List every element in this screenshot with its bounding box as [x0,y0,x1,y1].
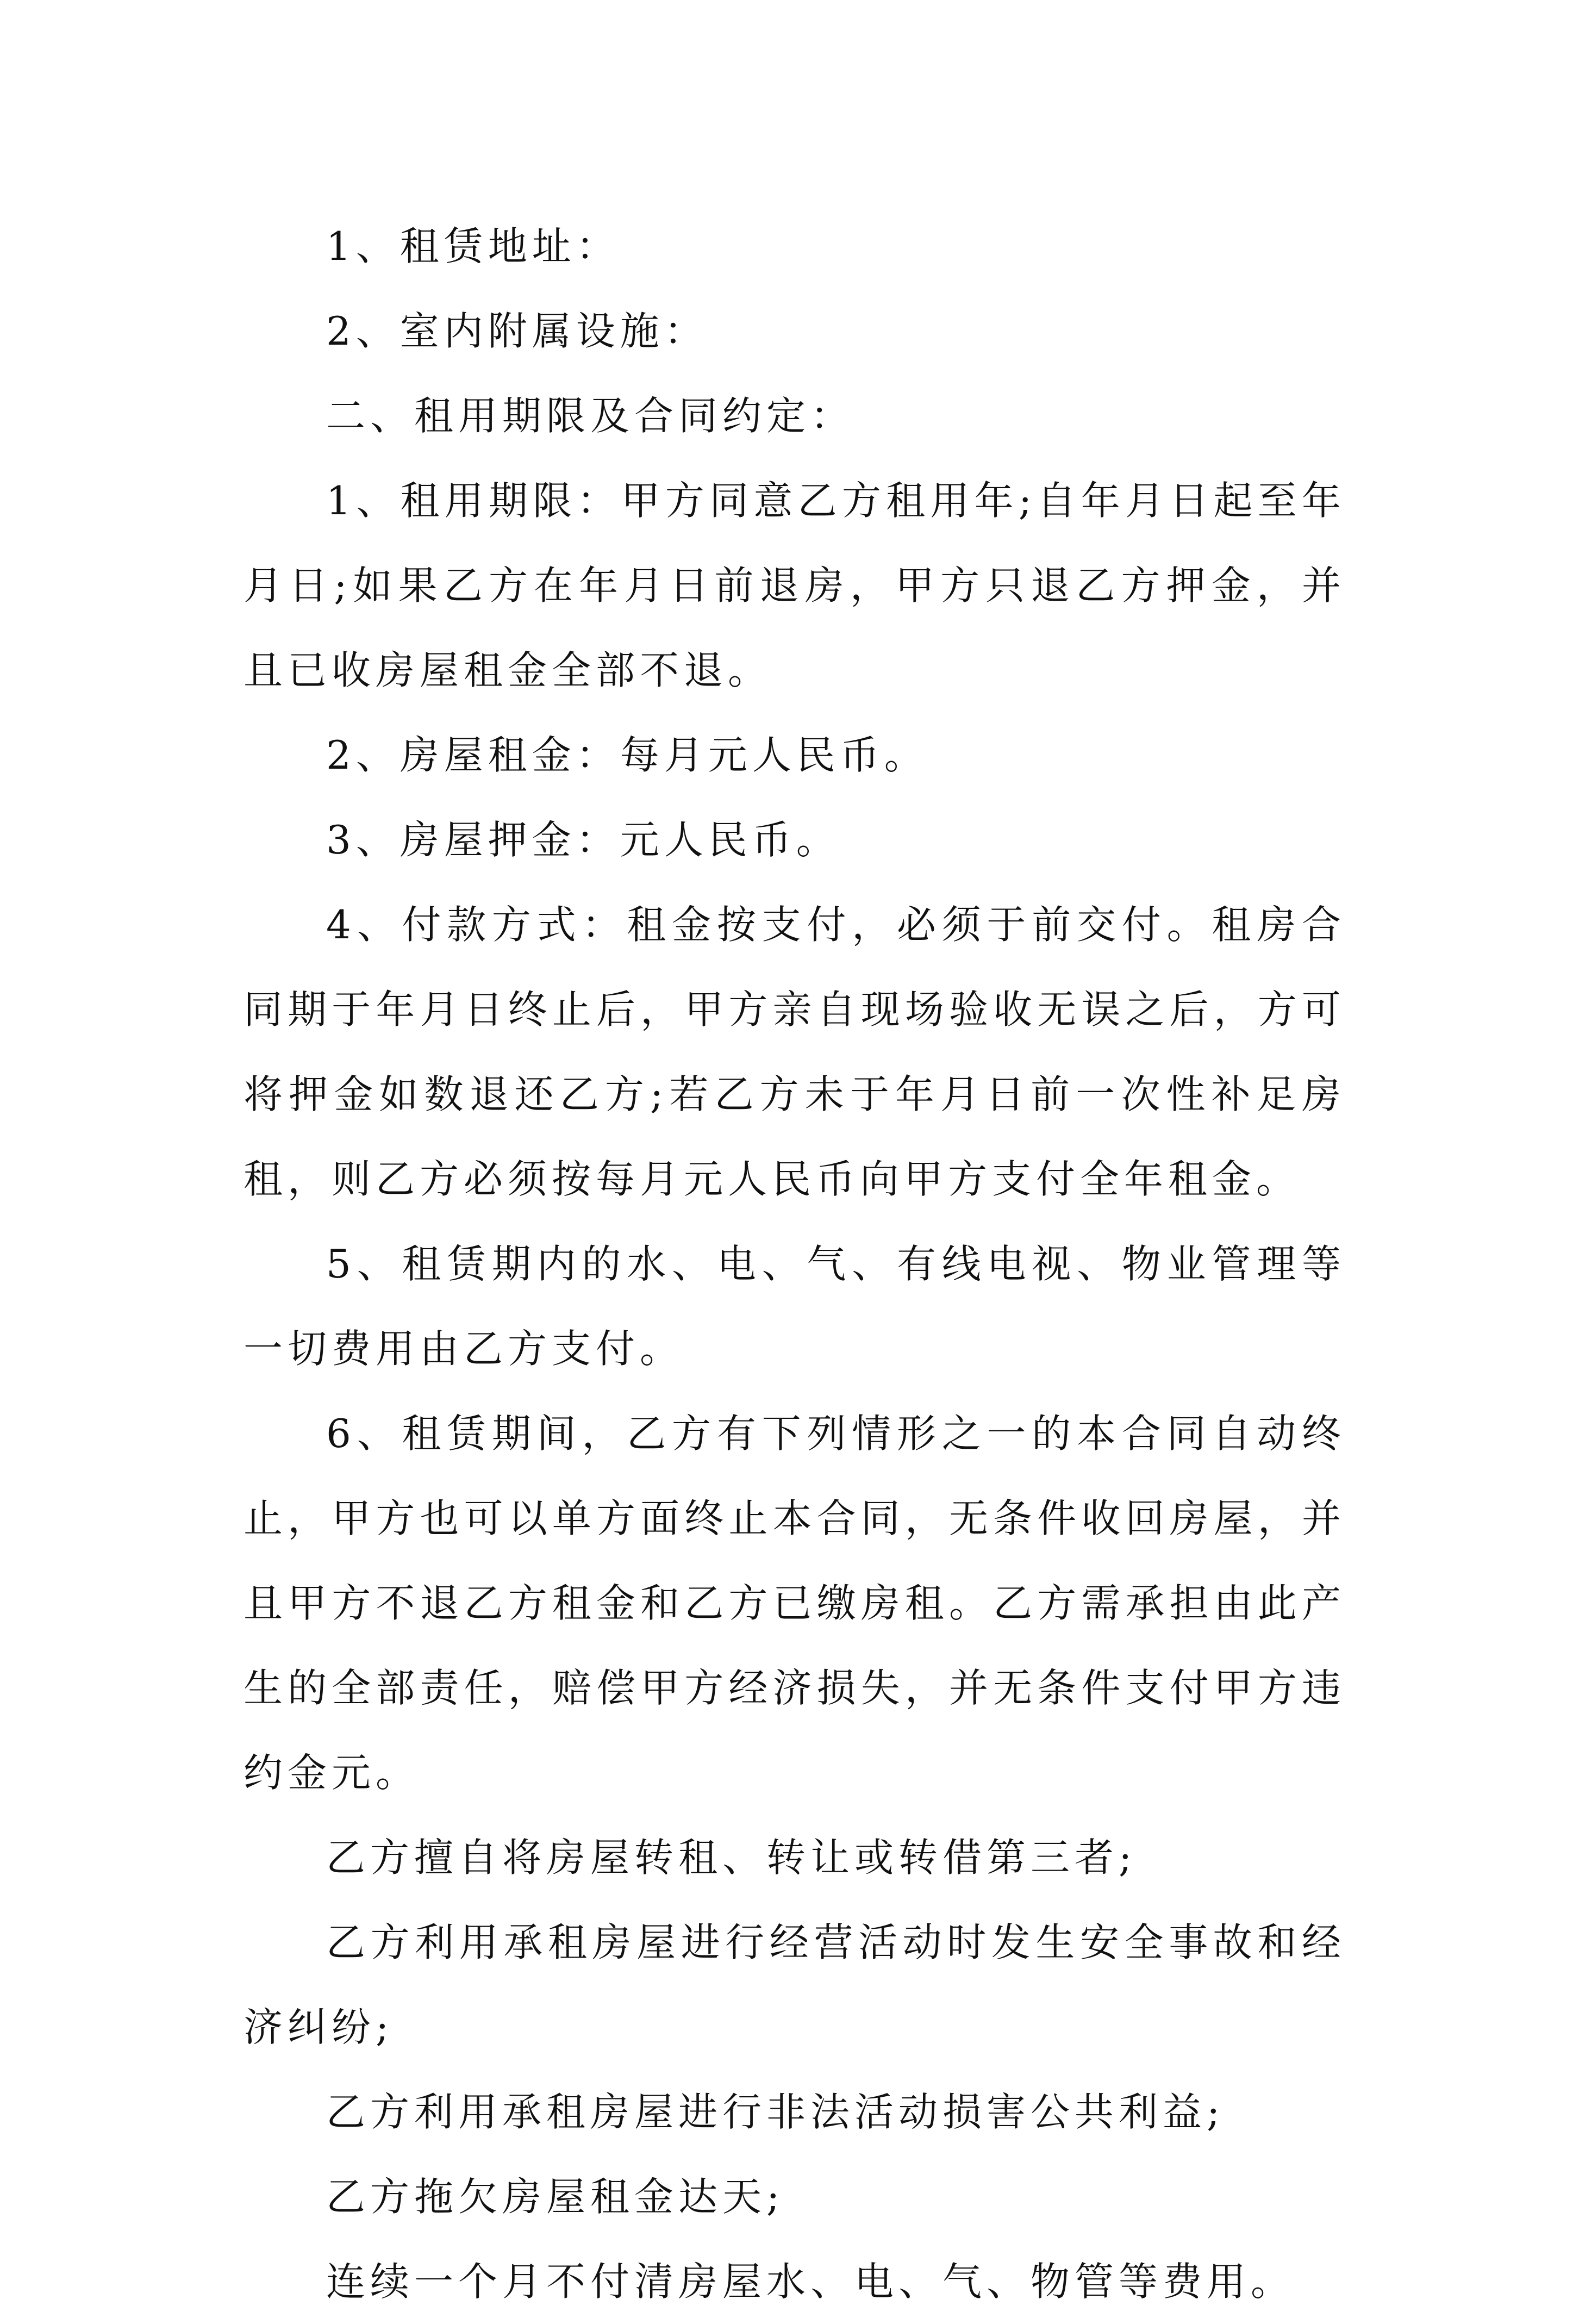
paragraph-rent: 2、房屋租金：每月元人民币。 [326,732,928,778]
condition-business-accident: 乙方利用承租房屋进行经营活动时发生安全事故和经济纠纷; [244,1920,1346,2050]
condition-unpaid-utilities: 连续一个月不付清房屋水、电、气、物管等费用。 [326,2259,1295,2304]
paragraph-payment-method: 4、付款方式：租金按支付，必须于前交付。租房合同期于年月日终止后，甲方亲自现场验收无误之后，方可将押金如数退还乙方;若乙方未于年月日前一次性补足房租，则乙方必须按每月元人民币向甲方支付全年租金。 [244,902,1346,1202]
condition-rent-arrears: 乙方拖欠房屋租金达天; [326,2174,785,2220]
condition-sublet: 乙方擅自将房屋转租、转让或转借第三者; [326,1835,1137,1880]
paragraph-indoor-facilities: 2、室内附属设施： [326,308,708,354]
paragraph-utility-fees: 5、租赁期内的水、电、气、有线电视、物业管理等一切费用由乙方支付。 [244,1241,1346,1372]
paragraph-deposit: 3、房屋押金：元人民币。 [326,817,840,863]
document-body [244,204,1346,2324]
condition-illegal-activity: 乙方利用承租房屋进行非法活动损害公共利益; [326,2089,1225,2135]
paragraph-termination-conditions: 6、租赁期间，乙方有下列情形之一的本合同自动终止，甲方也可以单方面终止本合同，无条件收回房屋，并且甲方不退乙方租金和乙方已缴房租。乙方需承担由此产生的全部责任，赔偿甲方经济损失，并无条件支付甲方违约金元。 [244,1411,1346,1796]
paragraph-rental-address: 1、租赁地址： [326,223,620,269]
section-heading-term-and-agreement: 二、租用期限及合同约定： [326,393,855,439]
paragraph-lease-term: 1、租用期限：甲方同意乙方租用年;自年月日起至年月日;如果乙方在年月日前退房，甲方只退乙方押金，并且已收房屋租金全部不退。 [244,478,1346,693]
